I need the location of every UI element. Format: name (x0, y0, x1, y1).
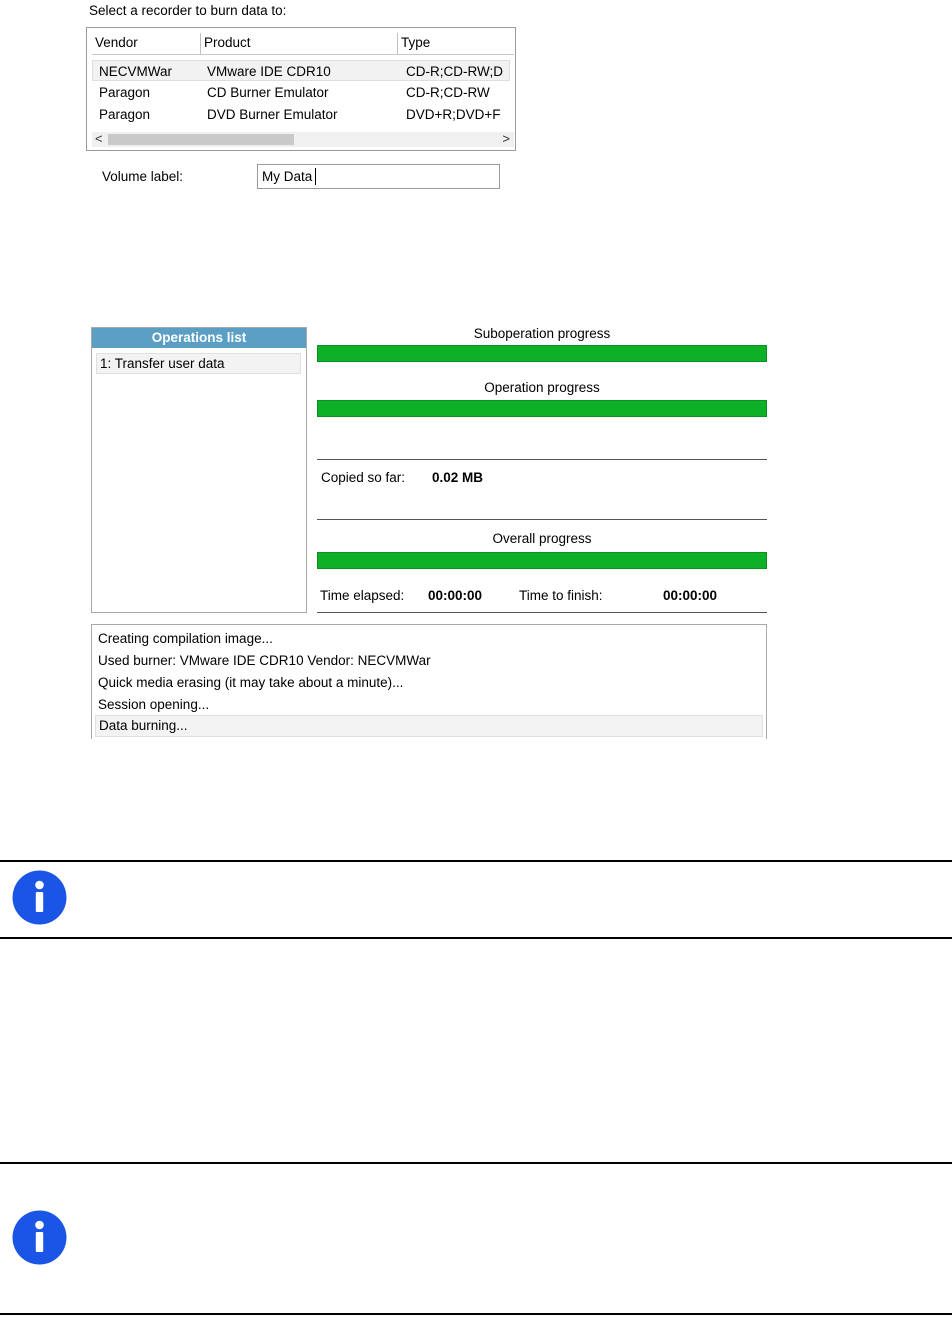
scroll-left-arrow-icon[interactable]: < (95, 131, 103, 146)
scrollbar-thumb[interactable] (108, 134, 294, 145)
divider (317, 459, 767, 460)
divider (317, 612, 767, 613)
volume-label: Volume label: (102, 169, 184, 184)
divider (317, 519, 767, 520)
log-line: Used burner: VMware IDE CDR10 Vendor: NECVMWar (98, 653, 431, 668)
recorder-row[interactable] (92, 104, 510, 125)
column-header-vendor[interactable]: Vendor (92, 33, 201, 54)
log-line-selected[interactable]: Data burning... (95, 715, 763, 737)
text-caret (315, 168, 316, 185)
log-line: Quick media erasing (it may take about a minute)... (98, 675, 404, 690)
copied-so-far-label: Copied so far: (321, 470, 406, 485)
row-type: CD-R;CD-RW (406, 85, 490, 100)
operation-progress-bar (317, 400, 767, 417)
overall-progress-bar (317, 552, 767, 569)
suboperation-progress-fill (318, 346, 766, 361)
log-list[interactable] (91, 624, 767, 739)
row-type: CD-R;CD-RW;D (406, 64, 503, 79)
column-header-type[interactable]: Type (401, 35, 431, 50)
row-type: DVD+R;DVD+F (406, 107, 501, 122)
time-elapsed-value: 00:00:00 (428, 588, 483, 603)
overall-progress-fill (318, 553, 766, 568)
row-product: DVD Burner Emulator (207, 107, 338, 122)
suboperation-progress-title: Suboperation progress (473, 326, 611, 341)
horizontal-scrollbar[interactable] (92, 132, 514, 147)
operations-list-panel (91, 327, 307, 613)
info-icon (12, 870, 67, 925)
time-elapsed-label: Time elapsed: (320, 588, 405, 603)
column-header-product[interactable]: Product (201, 33, 398, 54)
operation-item[interactable]: 1: Transfer user data (96, 353, 301, 374)
note-top-rule (0, 860, 952, 862)
scroll-right-arrow-icon[interactable]: > (502, 131, 510, 146)
overall-progress-title: Overall progress (492, 531, 592, 546)
recorder-row[interactable] (92, 60, 510, 81)
row-product: VMware IDE CDR10 (207, 64, 331, 79)
log-line: Session opening... (98, 697, 210, 712)
copied-so-far-value: 0.02 MB (432, 470, 484, 485)
volume-label-input[interactable] (257, 164, 500, 189)
row-vendor: Paragon (99, 107, 151, 122)
row-vendor: NECVMWar (99, 64, 172, 79)
operations-list-header: Operations list (92, 328, 306, 348)
time-to-finish-value: 00:00:00 (663, 588, 718, 603)
info-icon (12, 1210, 67, 1265)
log-line: Creating compilation image... (98, 631, 273, 646)
note-top-rule (0, 1162, 952, 1164)
operation-progress-fill (318, 401, 766, 416)
recorder-caption: Select a recorder to burn data to: (89, 3, 287, 18)
recorder-table-header (92, 33, 514, 55)
operation-progress-title: Operation progress (484, 380, 600, 395)
note-bottom-rule (0, 937, 952, 939)
recorder-table[interactable] (86, 27, 516, 151)
time-to-finish-label: Time to finish: (519, 588, 603, 603)
row-product: CD Burner Emulator (207, 85, 329, 100)
recorder-row[interactable] (92, 82, 510, 103)
note-bottom-rule (0, 1313, 952, 1315)
suboperation-progress-bar (317, 345, 767, 362)
row-vendor: Paragon (99, 85, 151, 100)
